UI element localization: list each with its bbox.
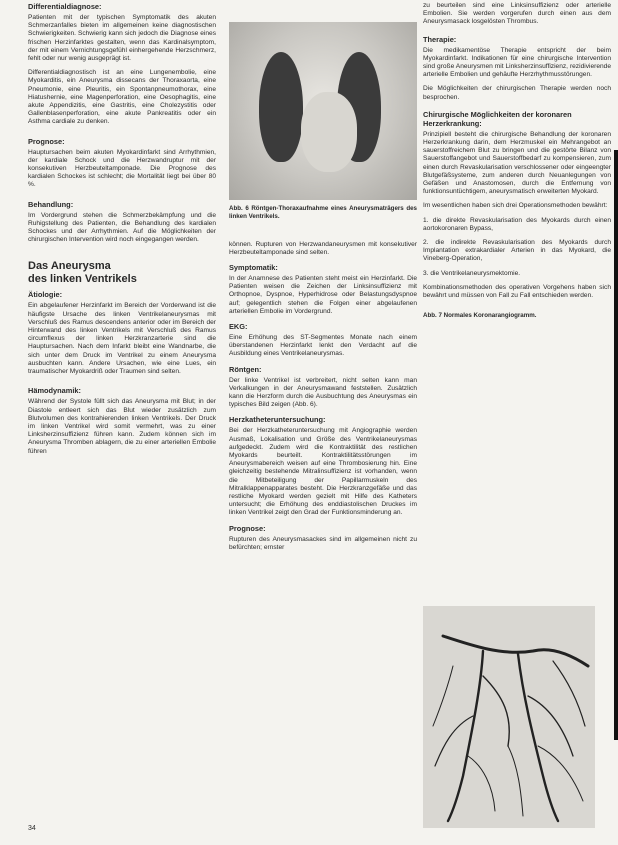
column-middle (229, 205, 417, 558)
column-right (423, 0, 611, 328)
heading-roentgen: Röntgen: (229, 364, 262, 374)
column-left (28, 0, 216, 462)
xray-figure (229, 22, 417, 200)
heading-ekg: EKG: (229, 322, 248, 332)
paragraph: Differentialdiagnostisch ist an eine Lungenembolie, eine Myokarditis, ein Aneurysma dissecans der Thoraxaorta, eine Pneumonie, eine Pleuritis, ein Spontanpneumothorax, eine Hiatushernie, eine Magenperforation, eine Oesophagitis, eine akute Appendizitis, eine Gastritis, eine Cholezystitis oder Gallenblasenperforation, eine akute Pankreatitis oder ein Asthma cardiale zu denken. (28, 69, 216, 126)
list-item: 1. die direkte Revaskularisation des Myokards durch einen aortokoronaren Bypass, (423, 216, 611, 232)
paragraph: Bei der Herzkatheteruntersuchung mit Angiographie werden Ausmaß, Lokalisation und Größe des Ventrikelaneurysmas aufgedeckt. Zudem wird die Kontraktilität des restlichen Myokards beurteilt. Kontraktilitätsstörungen im Aneurysmabereich weisen auf eine Thrombosierung hin. Eine gleichzeitig bestehende Mitralinsuffizienz ist vorhanden, wenn die Mitbeteiligung der Papillarmuskeln des Mitralklappenapparates besteht. Die Herzkranzgefäße und das restliche Myokard werden gezielt mit Hilfe des Katheters untersucht; die Erhöhung des enddiastolischen Druckes im linken Ventrikel zeigt den Grad der Funktionsminderung an. (229, 427, 417, 517)
paragraph: zu beurteilen sind eine Linksinsuffizienz oder arterielle Embolien. Sie werden vorgerufen durch einen aus dem Aneurysmasack losgelösten Thrombus. (423, 2, 611, 26)
page-number: 34 (28, 825, 36, 832)
heading-prognose-2: Prognose: (229, 523, 266, 533)
figure-caption-7: Abb. 7 Normales Koronarangiogramm. (423, 312, 537, 320)
heading-prognose: Prognose: (28, 136, 65, 146)
paragraph: Ein abgelaufener Herzinfarkt im Bereich der Vorderwand ist die häufigste Ursache des linken Ventrikelaneurysmas mit Verschluß des Ramus descendens anterior oder im Bereich der Hinterwand des linken Ventrikels mit Verschluß des Ramus circumflexus der linken Herzkranzarterie sind die Hauptursachen. Nach dem Infarkt bleibt eine Wandnarbe, die sich unter dem Druck im Ventrikel zu einem Aneurysma ausbuchten kann. Andere Ursachen, wie eine Lues, ein traumatischer Myokardriß oder Traumen sind selten. (28, 302, 216, 376)
paragraph: Während der Systole füllt sich das Aneurysma mit Blut; in der Diastole entleert sich das Blut wieder zusätzlich zum Blutvolumen des kontrahierenden linken Ventrikels. Der Druck im linken Ventrikel wird somit vermehrt, was zu einer Linksherzinsuffizienz führen kann. Zudem können sich im Aneurysma Thromben ablagern, die zu einer arteriellen Embolie führen (28, 398, 216, 455)
paragraph: Die medikamentöse Therapie entspricht der beim Myokardinfarkt. Indikationen für eine chirurgische Intervention sind große Aneurysmen mit Linksherzinsuffizienz, rezidivierende arterielle Embolien und gehäufte Herzrhythmusstörungen. (423, 46, 611, 79)
heading-aetiologie: Ätiologie: (28, 290, 63, 300)
heading-therapie: Therapie: (423, 34, 457, 44)
paragraph: Kombinationsmethoden des operativen Vorgehens haben sich bewährt und müssen von Fall zu Fall entschieden werden. (423, 283, 611, 300)
paragraph: können. Rupturen von Herzwandaneurysmen mit konsekutiver Herzbeuteltamponade sind selten. (229, 240, 417, 256)
heading-herzkatheter: Herzkatheteruntersuchung: (229, 415, 326, 425)
heading-haemodynamik: Hämodynamik: (28, 386, 81, 396)
heading-behandlung: Behandlung: (28, 199, 74, 209)
paragraph: Die Möglichkeiten der chirurgischen Therapie werden noch besprochen. (423, 85, 611, 101)
paragraph: Im Vordergrund stehen die Schmerzbekämpfung und die Ruhigstellung des Patienten, die Behandlung des kardialen Schockes und der Arrhythmien. Auf die Möglichkeiten der chirurgischen Intervention wird noch eingegangen werden. (28, 211, 216, 244)
xray-heart-shadow (301, 92, 357, 172)
paragraph: In der Anamnese des Patienten steht meist ein Herzinfarkt. Die Patienten weisen die Zeichen der Linksinsuffizienz mit Orthopnoe, Dyspnoe, Hyperhidrose oder Belastungsdyspnoe auf; gelegentlich stehen die Folgen einer abgelaufenen arteriellen Embolie im Vordergrund. (229, 275, 417, 315)
scan-edge (614, 150, 618, 740)
xray-lung-left (259, 52, 303, 162)
paragraph: Hauptursachen beim akuten Myokardinfarkt sind Arrhythmien, der kardiale Schock und die Herzwandruptur mit der konsekutiven Herzbeuteltamponade. Die Prognose des kardialen Schockes ist schlecht; die Mortalität liegt bei über 80 %. (28, 148, 216, 189)
heading-differentialdiagnose: Differentialdiagnose: (28, 2, 102, 11)
paragraph: Im wesentlichen haben sich drei Operationsmethoden bewährt: (423, 202, 608, 210)
heading-symptomatik: Symptomatik: (229, 263, 278, 272)
figure-caption-6: Abb. 6 Röntgen-Thoraxaufnahme eines Aneurysmaträgers des linken Ventrikels. (229, 205, 417, 220)
angiogram-vessels (423, 606, 595, 828)
section-title-line1: Das Aneurysma (28, 260, 111, 273)
paragraph: Rupturen des Aneurysmasackes sind im allgemeinen nicht zu befürchten; ernster (229, 535, 417, 551)
angiogram-figure (423, 606, 595, 828)
paragraph: Prinzipiell besteht die chirurgische Behandlung der koronaren Herzerkrankung darin, dem Herzmuskel ein Mehrangebot an sauerstoffreichem Blut zu bringen und die gestörte Bilanz von Sauerstoffangebot und Sauerstoffbedarf zu kompensieren, zum einen durch Revaskularisation verschlossener oder eingeengter Blutgefäßsysteme, zum anderen durch Neuanlegungen von Gefäßen und Anastomosen, durch die Entfernung von funktionsuntüchtigem, aneurysmatisch erweiterten Myokard. (423, 130, 611, 196)
paragraph: Eine Erhöhung des ST-Segmentes Monate nach einem überstandenen Herzinfarkt lenkt den Verdacht auf die Ausbildung eines Ventrikelaneurysmas. (229, 334, 417, 358)
list-item: 2. die indirekte Revaskularisation des Myokards durch Implantation extrakardialer Arterien in das Myokard, die Vineberg-Operation, (423, 239, 611, 263)
list-item: 3. die Ventrikelaneurysmektomie. (423, 269, 521, 277)
heading-chirurgische-moeglichkeiten: Chirurgische Möglichkeiten der koronaren Herzerkrankung: (423, 109, 572, 128)
section-title (28, 260, 216, 286)
paragraph: Der linke Ventrikel ist verbreitert, nicht selten kann man Verkalkungen in der Aneurysmawand feststellen. Zusätzlich kann die Herzform durch die Ausbuchtung des Aneurysmas ein typisches Bild zeigen (Abb. 6). (229, 376, 417, 409)
section-title-line2: des linken Ventrikels (28, 273, 137, 286)
paragraph: Patienten mit der typischen Symptomatik des akuten Schmerzanfalles bieten im allgemeinen keine diagnostischen Schwierigkeiten. Schwierig kann sich jedoch die Diagnose eines frischen Herzinfarktes gestalten, wenn das Kardinalsymptom, der mit einem Vernichtungsgefühl einhergehende Herzschmerz, fehlt oder nur wenig ausgeprägt ist. (28, 14, 216, 63)
